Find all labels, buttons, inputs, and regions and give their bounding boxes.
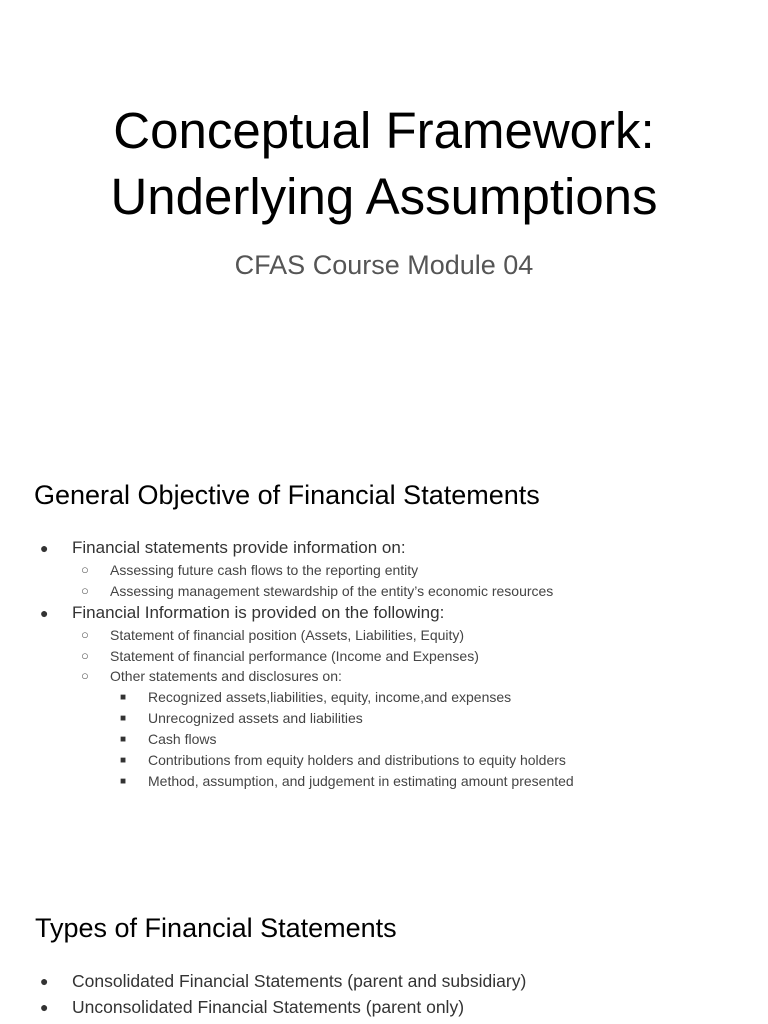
list-item bbox=[0, 968, 768, 994]
list-item-text: Recognized assets,liabilities, equity, income,and expenses bbox=[148, 688, 512, 705]
list-item bbox=[0, 581, 768, 602]
slide-subtitle: CFAS Course Module 04 bbox=[234, 250, 534, 280]
list-item-text: Assessing management stewardship of the entity’s economic resources bbox=[110, 582, 554, 599]
list-item bbox=[0, 646, 768, 667]
list-item bbox=[0, 750, 768, 771]
bullet-marker: ● bbox=[40, 973, 49, 989]
bullet-marker: ○ bbox=[81, 627, 89, 642]
bullet-marker: ○ bbox=[81, 562, 89, 577]
bullet-marker: ○ bbox=[81, 668, 89, 683]
bullet-marker: ■ bbox=[120, 754, 127, 766]
types-list bbox=[0, 968, 768, 1020]
list-item bbox=[0, 771, 768, 792]
title-line-1: Conceptual Framework: bbox=[113, 102, 655, 159]
list-item-text: Assessing future cash flows to the reporting entity bbox=[110, 562, 419, 578]
list-item bbox=[0, 708, 768, 729]
list-item-text: Contributions from equity holders and distributions to equity holders bbox=[148, 751, 566, 768]
bullet-marker: ● bbox=[40, 540, 49, 556]
bullet-marker: ○ bbox=[81, 582, 89, 598]
bullet-marker: ■ bbox=[120, 775, 127, 787]
list-item bbox=[0, 666, 768, 687]
bullet-marker: ■ bbox=[120, 691, 127, 703]
list-item-text: Method, assumption, and judgement in estimating amount presented bbox=[148, 772, 574, 789]
title-slide bbox=[0, 0, 768, 432]
list-item bbox=[0, 560, 768, 581]
bullet-marker: ■ bbox=[120, 733, 127, 745]
objective-list bbox=[0, 536, 768, 792]
list-item-text: Cash flows bbox=[148, 730, 217, 747]
list-item bbox=[0, 994, 768, 1020]
slide-title bbox=[0, 98, 768, 230]
bullet-marker: ■ bbox=[120, 712, 127, 724]
list-item bbox=[0, 601, 768, 625]
title-line-2: Underlying Assumptions bbox=[110, 168, 658, 225]
list-item-text: Statement of financial performance (Income and Expenses) bbox=[110, 647, 479, 664]
list-item-text: Unrecognized assets and liabilities bbox=[148, 709, 363, 726]
bullet-marker: ○ bbox=[81, 647, 89, 663]
list-item-text: Consolidated Financial Statements (parent and subsidiary) bbox=[72, 971, 527, 991]
list-item-text: Financial Information is provided on the following: bbox=[72, 603, 445, 622]
list-item bbox=[0, 687, 768, 708]
list-item bbox=[0, 536, 768, 560]
list-item-text: Statement of financial position (Assets, Liabilities, Equity) bbox=[110, 627, 465, 643]
bullet-marker: ● bbox=[40, 605, 49, 621]
list-item-text: Other statements and disclosures on: bbox=[110, 668, 342, 684]
section-heading-types: Types of Financial Statements bbox=[35, 913, 397, 943]
list-item-text: Unconsolidated Financial Statements (parent only) bbox=[72, 997, 465, 1017]
list-item-text: Financial statements provide information on: bbox=[72, 538, 406, 557]
list-item bbox=[0, 729, 768, 750]
section-heading-general-objective: General Objective of Financial Statements bbox=[34, 480, 540, 510]
list-item bbox=[0, 625, 768, 646]
bullet-marker: ● bbox=[40, 999, 49, 1015]
